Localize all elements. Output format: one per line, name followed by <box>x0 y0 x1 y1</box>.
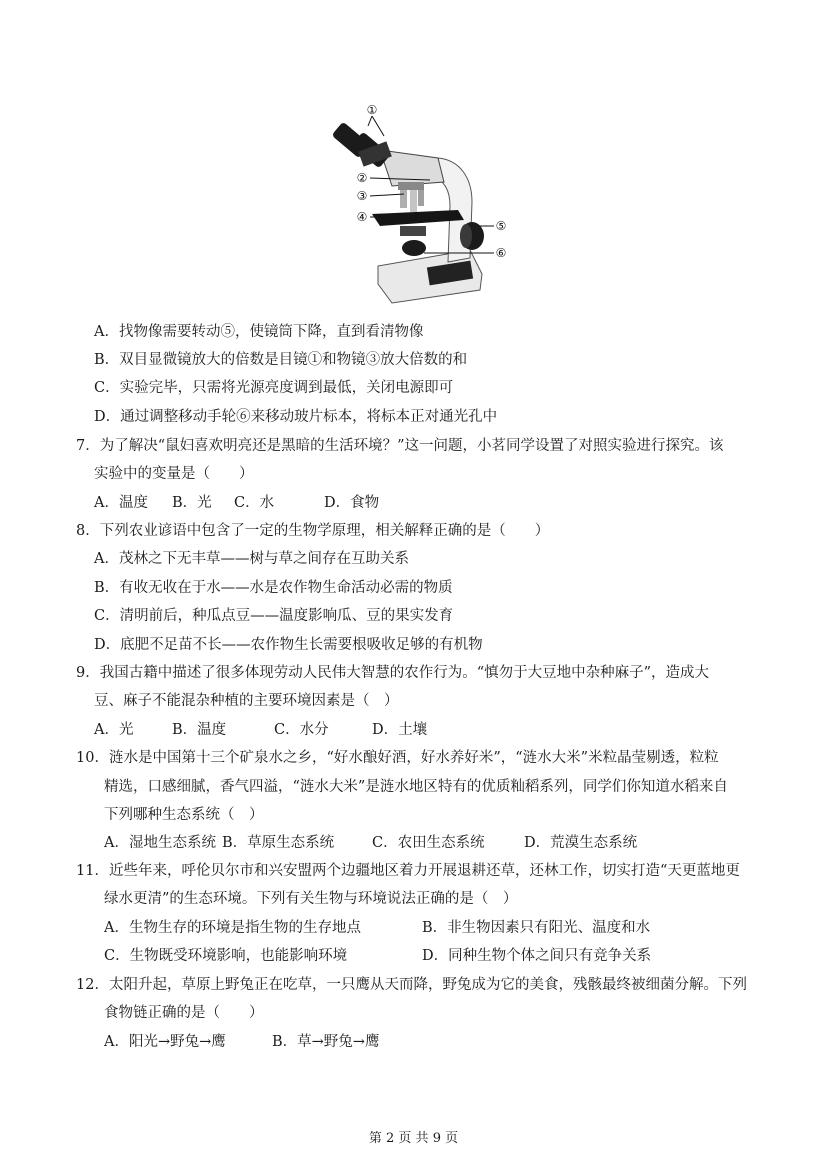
q12-option-b: B．草→野兔→鹰 <box>272 1034 380 1050</box>
q6-option-b: B．双目显微镜放大的倍数是目镜①和物镜③放大倍数的和 <box>94 352 468 368</box>
q8-option-b: B．有收无收在于水——水是农作物生命活动必需的物质 <box>94 580 453 596</box>
figure-label-5: ⑤ <box>495 219 507 233</box>
q10-stem-line2: 精选，口感细腻，香气四溢，“涟水大米”是涟水地区特有的优质籼稻系列，同学们你知道水稻来自 <box>104 779 728 795</box>
q10-option-c: C．农田生态系统 <box>372 835 485 851</box>
q6-option-a: A．找物像需要转动⑤，使镜筒下降，直到看清物像 <box>94 324 424 340</box>
q9-option-c: C．水分 <box>274 722 329 738</box>
q10-stem-line1: 10．涟水是中国第十三个矿泉水之乡，“好水酿好酒，好水养好米”，“涟水大米”米粒晶莹剔透，粒粒 <box>76 750 719 766</box>
q9-stem-line2: 豆、麻子不能混杂种植的主要环境因素是（ ） <box>94 693 399 709</box>
microscope-illustration <box>320 98 520 310</box>
q9-option-d: D．土壤 <box>372 722 428 738</box>
page-footer: 第 2 页 共 9 页 <box>368 1131 459 1146</box>
q12-option-a: A．阳光→野兔→鹰 <box>104 1034 226 1050</box>
q6-option-c: C．实验完毕，只需将光源亮度调到最低，关闭电源即可 <box>94 380 454 396</box>
q12-stem-line2: 食物链正确的是（ ） <box>104 1005 264 1021</box>
q8-stem: 8．下列农业谚语中包含了一定的生物学原理，相关解释正确的是（ ） <box>76 523 550 539</box>
q11-option-b: B．非生物因素只有阳光、温度和水 <box>422 920 651 936</box>
q9-option-b: B．温度 <box>172 722 227 738</box>
q12-stem-line1: 12．太阳升起，草原上野兔正在吃草，一只鹰从天而降，野兔成为它的美食，残骸最终被细菌分解。下列 <box>76 977 747 993</box>
q7-stem-line2: 实验中的变量是（ ） <box>94 466 254 482</box>
q7-option-d: D．食物 <box>324 495 380 511</box>
q10-option-a: A．湿地生态系统 <box>104 835 216 851</box>
q9-stem-line1: 9．我国古籍中描述了很多体现劳动人民伟大智慧的农作行为。“慎勿于大豆地中杂种麻子”，造成大 <box>76 665 710 681</box>
q10-option-d: D．荒漠生态系统 <box>524 835 638 851</box>
q11-stem-line1: 11．近些年来，呼伦贝尔市和兴安盟两个边疆地区着力开展退耕还草，还林工作，切实打造“天更蓝地更 <box>76 863 740 879</box>
microscope-figure <box>320 98 520 310</box>
figure-label-1: ① <box>366 103 378 117</box>
q10-option-b: B．草原生态系统 <box>222 835 335 851</box>
q11-option-c: C．生物既受环境影响，也能影响环境 <box>104 948 348 964</box>
figure-label-4: ④ <box>356 210 368 224</box>
q11-option-d: D．同种生物个体之间只有竞争关系 <box>422 948 652 964</box>
q7-stem-line1: 7．为了解决“鼠妇喜欢明亮还是黑暗的生活环境？”这一问题，小茗同学设置了对照实验进行探究。该 <box>76 438 724 454</box>
q11-stem-line2: 绿水更清”的生态环境。下列有关生物与环境说法正确的是（ ） <box>104 891 518 907</box>
q8-option-a: A．茂林之下无丰草——树与草之间存在互助关系 <box>94 551 409 567</box>
figure-label-3: ③ <box>356 189 368 203</box>
q8-option-c: C．清明前后，种瓜点豆——温度影响瓜、豆的果实发育 <box>94 608 454 624</box>
figure-label-6: ⑥ <box>495 246 507 260</box>
q8-option-d: D．底肥不足苗不长——农作物生长需要根吸收足够的有机物 <box>94 637 483 653</box>
q6-option-d: D．通过调整移动手轮⑥来移动玻片标本，将标本正对通光孔中 <box>94 409 498 425</box>
q9-option-a: A．光 <box>94 722 134 738</box>
figure-label-2: ② <box>356 171 368 185</box>
q11-option-a: A．生物生存的环境是指生物的生存地点 <box>104 920 361 936</box>
q7-option-a: A．温度 <box>94 495 148 511</box>
q7-option-b: B．光 <box>172 495 212 511</box>
q7-option-c: C．水 <box>234 495 275 511</box>
q10-stem-line3: 下列哪种生态系统（ ） <box>104 807 264 823</box>
